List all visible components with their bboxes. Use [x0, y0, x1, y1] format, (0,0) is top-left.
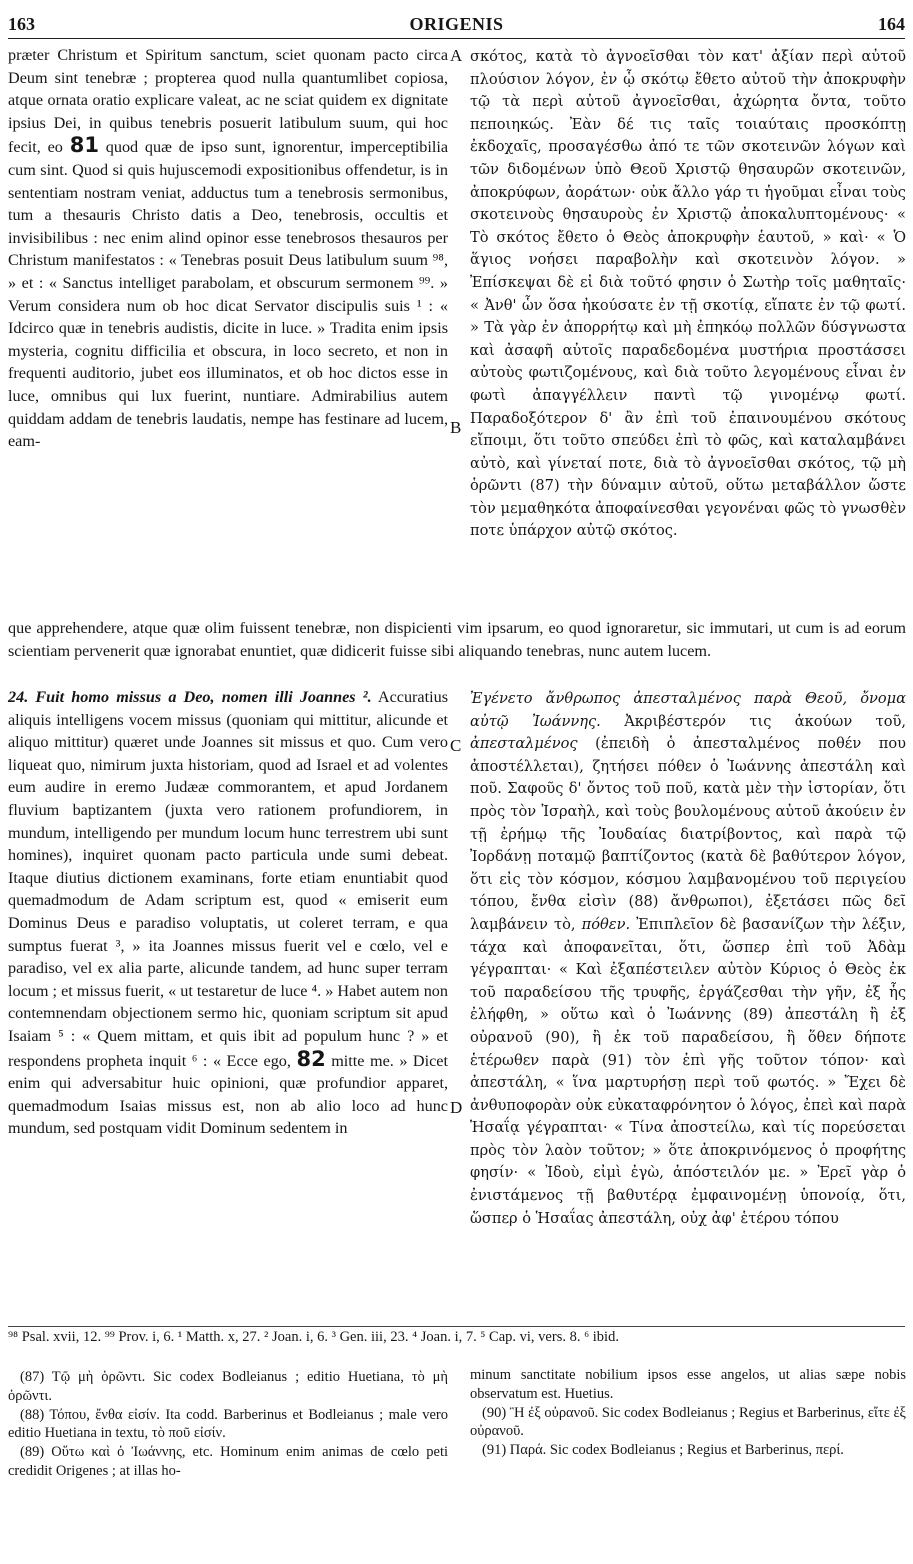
latin-paragraph-2: [8, 686, 448, 1140]
latin-text: mitte me. » Dicet enim qui adversabitur huic opinioni, quæ profundior apparet, quemadmodum Isaias missus est, non ab alio loco ad hunc mundum, sed postquam vidit Dominum sedentem in: [8, 1051, 448, 1138]
latin-paragraph-1: [8, 44, 448, 453]
running-title: ORIGENIS: [409, 14, 504, 34]
scripture-references: ⁹⁸ Psal. xvii, 12. ⁹⁹ Prov. i, 6. ¹ Matth. x, 27. ² Joan. i, 6. ³ Gen. iii, 23. ⁴ Joan. i, 7. ⁵ Cap. vi, vers. 8. ⁶ ibid.: [8, 1329, 619, 1345]
critical-notes-right: [470, 1366, 906, 1460]
column-number: 81: [69, 133, 99, 158]
critical-note: minum sanctitate nobilium ipsos esse angelos, ut alias sæpe nobis observatum est. Huetius.: [470, 1367, 906, 1402]
latin-text: præter Christum et Spiritum sanctum, sciet quonam pacto circa Deum sint tenebræ ; propterea quod nulla quantumlibet copiosa, atque ornata oratio explicare valeat, ac ne sciat quidem ex dignitate ipsius Dei, in quibus tenebris posuerit latibulum suum, qui hoc fecit, eo: [8, 46, 448, 157]
critical-note: (88) Τόπου, ἔνθα εἰσίν. Ita codd. Barberinus et Bodleianus ; male vero editio Huetiana in textu, τὸ ποῦ εἰσίν.: [8, 1406, 448, 1442]
margin-letter-d: D: [450, 1098, 463, 1117]
latin-spanning-lines: que apprehendere, atque quæ olim fuissent tenebræ, non dispicienti vim ipsarum, eo quod ignoraretur, sic immutari, ut cum is ad eorum scientiam pervenerit quæ ignorabat enuntiet, quæ didicerit fuisse sibi aliquando tenebras, nunc autem lucem.: [8, 619, 906, 660]
latin-text: Accuratius aliquis intelligens vocem missus (quoniam qui mittitur, alicunde et aliquo mittitur) quæret unde Joannes sit missus et quo. Cum vero liqueat quo, nimirum juxta historiam, quod ad Israel et ad volentes eum audire in eremo Judææ commorantem, et apud Jordanem fluvium baptizantem (juxta vero rationem profundiorem, in mundum, intelligendo per mundum locum hunc terrestrem ubi sunt homines), inquiret quonam pacto particula unde sumi debeat. Itaque diutius dictionem examinans, forte etiam enuntiabit quod quemadmodum de Adam scriptum est, quod « emiserit eum Dominus Deus e paradiso voluptatis, ut coleret terram, e qua sumptus fuerat ³, » ita Joannes missus fuerit vel e cœlo, vel e paradiso, vel ex alia parte, alicunde tandem, ad hunc super terram locum ; et missus fuerit, « ut testaretur de luce ⁴. » Habet autem non contemnendam objectionem sermo hic, quoniam scriptum sit apud Isaiam ⁵ : « Quem mittam, et quis ibit ad populum hunc ? » et respondens propheta inquit ⁶ : « Ecce ego,: [8, 688, 449, 1070]
greek-paragraph-2: [470, 688, 906, 1230]
running-head: [8, 14, 905, 40]
section-heading-greek: Ἐγένετο ἄνθρωπος ἀπεσταλμένος παρὰ Θεοῦ, ὄνομα αὐτῷ Ἰωάννης.: [470, 690, 906, 730]
latin-text: quod quæ de ipso sunt, ignorentur, imperceptibilia cum sint. Quod si quis hujuscemodi expositionibus offendetur, is in sententiam nostram veniat, adductus tum a tenebrosis sermonibus, tum a thesauris Christo datis a Deo, tenebrosis, occultis et invisibilibus : nec enim alind opinor esse tenebrosos thesauros per Christum manifestatos : « Tenebras posuit Deus latibulum suum ⁹⁸, » et : « Sanctus intelliget parabolam, et obscurum sermonem ⁹⁹. » Verum considera num ob hoc dicat Servator discipulis suis ¹ : « Idcirco quæ in tenebris audistis, dicite in luce. » Tradita enim ipsis mysteria, cognitu difficilia et obscura, in loco secreto, et non in frequenti auditorio, jubet eos illuminatos, et ob hoc dictos esse in luce, omnibus qui lux fuerint, nuntiare. Admirabilius autem quiddam addam de tenebris laudatis, nempe has festinare ad lucem, eam-: [8, 138, 449, 451]
margin-letter-a: A: [450, 46, 463, 65]
greek-italic-word: ἀπεσταλμένος: [470, 735, 578, 753]
greek-text: Ἀκριβέστερόν τις ἀκούων τοῦ,: [624, 712, 906, 730]
column-number: 82: [296, 1046, 326, 1071]
critical-note: (87) Τῷ μὴ ὁρῶντι. Sic codex Bodleianus ; editio Huetiana, τὸ μὴ ὁρῶντι.: [8, 1369, 448, 1404]
page-number-right: 164: [878, 14, 905, 34]
critical-notes-left: [8, 1368, 448, 1481]
margin-letter-c: C: [450, 736, 462, 755]
margin-letter-b: B: [450, 418, 462, 437]
greek-text: (ἐπειδὴ ὁ ἀπεσταλμένος ποθέν που ἀποστέλλεται), ζητήσει πόθεν ὁ Ἰωάννης ἀπεστάλη καὶ ποῦ. Σαφοῦς δ' ὄντος τοῦ ποῦ, κατὰ μὲν τὴν ἱστορίαν, ὅτι πρὸς τὸν Ἰσραὴλ, καὶ τοὺς βουλομένους αὐτοῦ ἀκούειν ἐν τῇ ἐρήμῳ τῆς Ἰουδαίας διατρίβοντος, καὶ παρὰ τῷ Ἰορδάνῃ ποταμῷ βαπτίζοντος (κατὰ δὲ βαθύτερον λόγον, ὅτι εἰς τὸν κόσμον, κόσμου λαμβανομένου τοῦ περιγείου τόπου, ἔνθα εἰσὶν (88) ἄνθρωποι), ἐξετάσει πῶς δεῖ λαμβάνειν τὸ,: [470, 735, 907, 933]
critical-note: (90) Ἢ ἐξ οὐρανοῦ. Sic codex Bodleianus ; Regius et Barberinus, εἴτε ἐξ οὐρανοῦ.: [470, 1404, 906, 1440]
critical-note: (89) Οὕτω καὶ ὁ Ἰωάννης, etc. Hominum enim animas de cœlo peti credidit Origenes ; at illas ho-: [8, 1444, 448, 1479]
section-heading-latin: 24. Fuit homo missus a Deo, nomen illi Joannes ².: [8, 688, 372, 706]
greek-italic-word: πόθεν.: [581, 915, 631, 933]
critical-note: (91) Παρά. Sic codex Bodleianus ; Regius et Barberinus, περί.: [482, 1442, 844, 1459]
page-number-left: 163: [8, 14, 35, 34]
header-rule: [8, 38, 905, 39]
greek-paragraph-1: σκότος, κατὰ τὸ ἀγνοεῖσθαι τὸν κατ' ἀξίαν περὶ αὐτοῦ πλούσιον λόγον, ἐν ᾧ σκότῳ ἔθετο αὐτοῦ τὴν ἀποκρυφὴν τῷ τὰ περὶ αὐτοῦ ἀγνοεῖσθαι, ἀχώρητα ὄντα, τοῦτο πεποιηκώς. Ἐὰν δέ τις ταῖς τοιαύταις προσκόπτῃ ἐκδοχαῖς, προσαγέσθω ἀπό τε τῶν σκοτεινῶν λόγων καὶ τῶν διδομένων ὑπὸ Θεοῦ Χριστῷ θησαυρῶν σκοτεινῶν, ἀποκρύφων, ἀοράτων· οὐκ ἄλλο γάρ τι ἡγοῦμαι εἶναι τοὺς σκοτεινοὺς θησαυροὺς ἐν Χριστῷ ἀποκαλυπτομένους· « Τὸ σκότος ἔθετο ὁ Θεὸς ἀποκρυφὴν ἑαυτοῦ, » καὶ· « Ὁ ἅγιος νοήσει παραβολὴν καὶ σκοτεινὸν λόγον. » Ἐπίσκεψαι δὲ εἰ διὰ τοῦτό φησιν ὁ Σωτὴρ τοῖς μαθηταῖς· « Ἀνθ' ὧν ὅσα ἠκούσατε ἐν τῇ σκοτίᾳ, εἴπατε ἐν τῷ φωτί. » Τὰ γὰρ ἐν ἀπορρήτῳ καὶ μὴ ἐπηκόῳ πολλῶν δύσγνωστα καὶ ἀσαφῆ αὐτοῖς παραδεδομένα μυστήρια προστάσσει αὐτοὺς φωτιζομένους, καὶ διὰ τοῦτο λεγομένους εἶναι ἐν φωτὶ ἀπαγγέλλειν παντὶ τῷ γινομένῳ φωτί. Παραδοξότερον δ' ἂν ἐπὶ τοῦ ἐπαινουμένου σκότους εἴποιμι, ὅτι τοῦτο σπεύδει ἐπὶ τὸ φῶς, καὶ καταλαμβάνει αὐτὸ, καὶ γίνεταί ποτε, διὰ τὸ ἀγνοεῖσθαι σκότος, τῷ μὴ ὁρῶντι (87) τὴν δύναμιν αὐτοῦ, οὕτω μεταβάλλον ὥστε τὸν μεμαθηκότα ἀποφαίνεσθαι γεγονέναι φῶς τὸ γνωσθὲν ποτε ὑπάρχον αὐτῷ σκότος.: [470, 48, 906, 540]
footnote-rule: [8, 1326, 905, 1327]
greek-text: Ἐπιπλεῖον δὲ βασανίζων τὴν λέξιν, τάχα καὶ ἀποφανεῖται, ὅτι, ὥσπερ ἐπὶ τοῦ Ἀδὰμ γέγραπται· « Καὶ ἐξαπέστειλεν αὐτὸν Κύριος ὁ Θεὸς ἐκ τοῦ παραδείσου τῆς τρυφῆς, ἐργάζεσθαι τὴν γῆν, ἐξ ἧς ἐλήφθη, » οὕτω καὶ ὁ Ἰωάννης (89) ἀπεστάλη ἢ ἐξ οὐρανοῦ (90), ἢ ἐκ τοῦ παραδείσου, ἢ ὅθεν δήποτε ἑτέρωθεν παρὰ (91) τὸν ἐπὶ γῆς τοῦτον τόπον· καὶ ἀπεστάλη, « ἵνα μαρτυρήσῃ περὶ τοῦ φωτός. » Ἔχει δὲ ἀνθυποφορὰν οὐκ εὐκαταφρόνητον ὁ λόγος, ἐπεὶ καὶ παρὰ Ἡσαΐᾳ γέγραπται· « Τίνα ἀποστείλω, καὶ τίς πορεύσεται πρὸς τὸν λαὸν τοῦτον; » ὅτε ἀποκρινόμενος ὁ προφήτης φησίν· « Ἰδοὺ, εἰμὶ ἐγὼ, ἀπόστειλόν με. » Ἐρεῖ γὰρ ὁ ἐνιστάμενος τῇ βαθυτέρᾳ ἐμφαινομένῃ ὑπονοίᾳ, ὅτι, ὥσπερ ὁ Ἡσαΐας ἀπεστάλη, οὐχ ἀφ' ἑτέρου τόπου: [470, 915, 906, 1227]
